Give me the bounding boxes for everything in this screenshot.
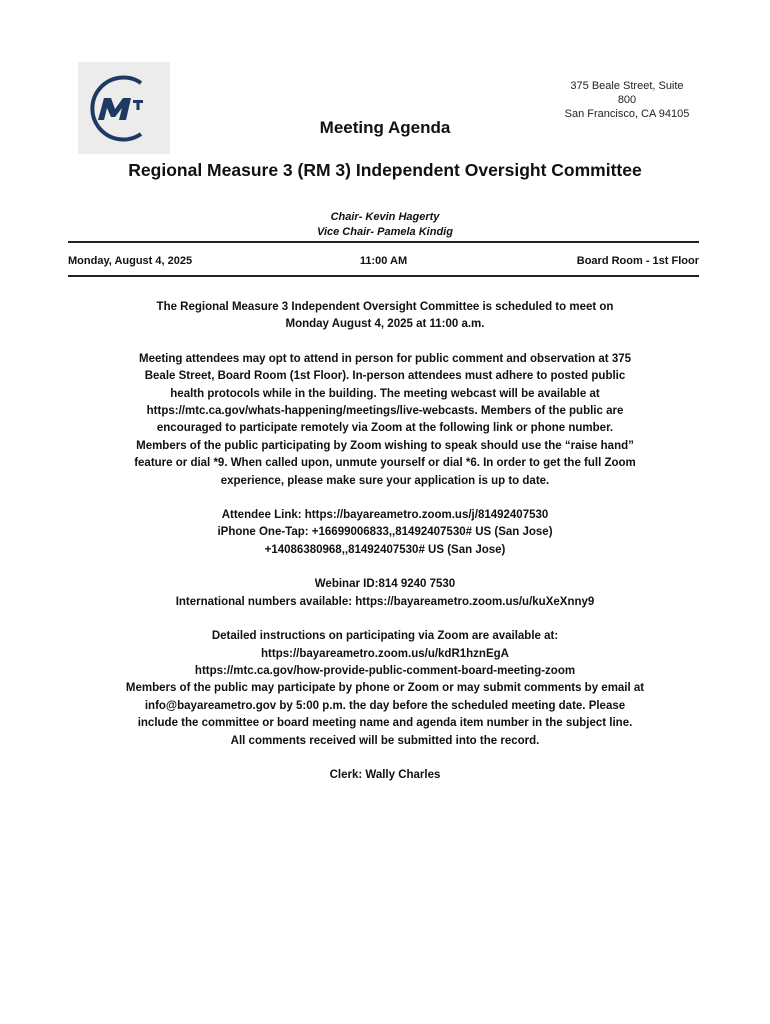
text-line: Members of the public participating by Zoom wishing to speak should use the “raise hand” <box>136 439 634 452</box>
mtc-logo-icon <box>78 62 170 154</box>
meeting-time: 11:00 AM <box>359 255 408 267</box>
address-line: 800 <box>617 94 637 106</box>
international-numbers-link[interactable]: International numbers available: https://bayareametro.zoom.us/u/kuXeXnny9 <box>175 595 595 608</box>
document-title: Meeting Agenda <box>319 118 451 137</box>
text-line: Monday August 4, 2025 at 11:00 a.m. <box>285 318 485 331</box>
header-divider-bottom <box>68 275 699 277</box>
text-line: The Regional Measure 3 Independent Oversight Committee is scheduled to meet on <box>156 301 614 313</box>
clerk-paragraph <box>100 767 670 784</box>
address-line: 375 Beale Street, Suite <box>570 80 684 92</box>
attendance-paragraph <box>100 351 670 490</box>
text-line: Meeting attendees may opt to attend in person for public comment and observation at 375 <box>138 352 632 365</box>
meeting-info-row <box>68 255 699 269</box>
text-line: Detailed instructions on participating via Zoom are available at: <box>211 630 559 643</box>
chair-name: Chair- Kevin Hagerty <box>330 211 440 223</box>
address-line: San Francisco, CA 94105 <box>564 108 690 120</box>
text-line: feature or dial *9. When called upon, unmute yourself or dial *6. In order to get the full Zoom <box>134 457 636 470</box>
text-line: health protocols while in the building. The meeting webcast will be available at <box>170 387 600 400</box>
text-line: encouraged to participate remotely via Zoom at the following link or phone number. <box>156 422 614 435</box>
mtc-logo <box>78 62 170 154</box>
webinar-paragraph <box>100 576 670 611</box>
text-line: experience, please make sure your application is up to date. <box>220 474 550 487</box>
email-line: info@bayareametro.gov by 5:00 p.m. the day before the scheduled meeting date. Please <box>144 699 626 712</box>
webinar-id: Webinar ID:814 9240 7530 <box>314 578 456 591</box>
office-address <box>555 79 699 121</box>
schedule-paragraph <box>100 299 670 334</box>
webcast-link[interactable]: https://mtc.ca.gov/whats-happening/meetings/live-webcasts. Members of the public are <box>146 405 624 418</box>
text-line: include the committee or board meeting name and agenda item number in the subject line. <box>137 717 633 730</box>
instructions-paragraph <box>100 628 670 750</box>
public-comment-link[interactable]: https://mtc.ca.gov/how-provide-public-comment-board-meeting-zoom <box>194 664 576 677</box>
vice-chair-name: Vice Chair- Pamela Kindig <box>317 226 453 238</box>
committee-chairs <box>0 210 770 240</box>
zoom-links-paragraph <box>100 507 670 559</box>
header-divider-top <box>68 241 699 243</box>
phone-number[interactable]: +14086380968,,81492407530# US (San Jose) <box>264 543 506 556</box>
text-line: All comments received will be submitted into the record. <box>230 734 540 747</box>
zoom-instructions-link[interactable]: https://bayareametro.zoom.us/u/kdR1hznEgA <box>261 647 509 660</box>
committee-name: Regional Measure 3 (RM 3) Independent Oversight Committee <box>128 160 642 180</box>
iphone-one-tap[interactable]: iPhone One-Tap: +16699006833,,81492407530# US (San Jose) <box>217 526 553 539</box>
text-line: Beale Street, Board Room (1st Floor). In-person attendees must adhere to posted public <box>144 370 626 383</box>
text-line: Members of the public may participate by phone or Zoom or may submit comments by email at <box>125 682 645 695</box>
attendee-link[interactable]: Attendee Link: https://bayareametro.zoom.us/j/81492407530 <box>221 509 549 522</box>
agenda-body <box>100 299 670 801</box>
meeting-date: Monday, August 4, 2025 <box>68 255 193 267</box>
meeting-location: Board Room - 1st Floor <box>576 255 699 267</box>
clerk-name: Clerk: Wally Charles <box>329 768 441 781</box>
